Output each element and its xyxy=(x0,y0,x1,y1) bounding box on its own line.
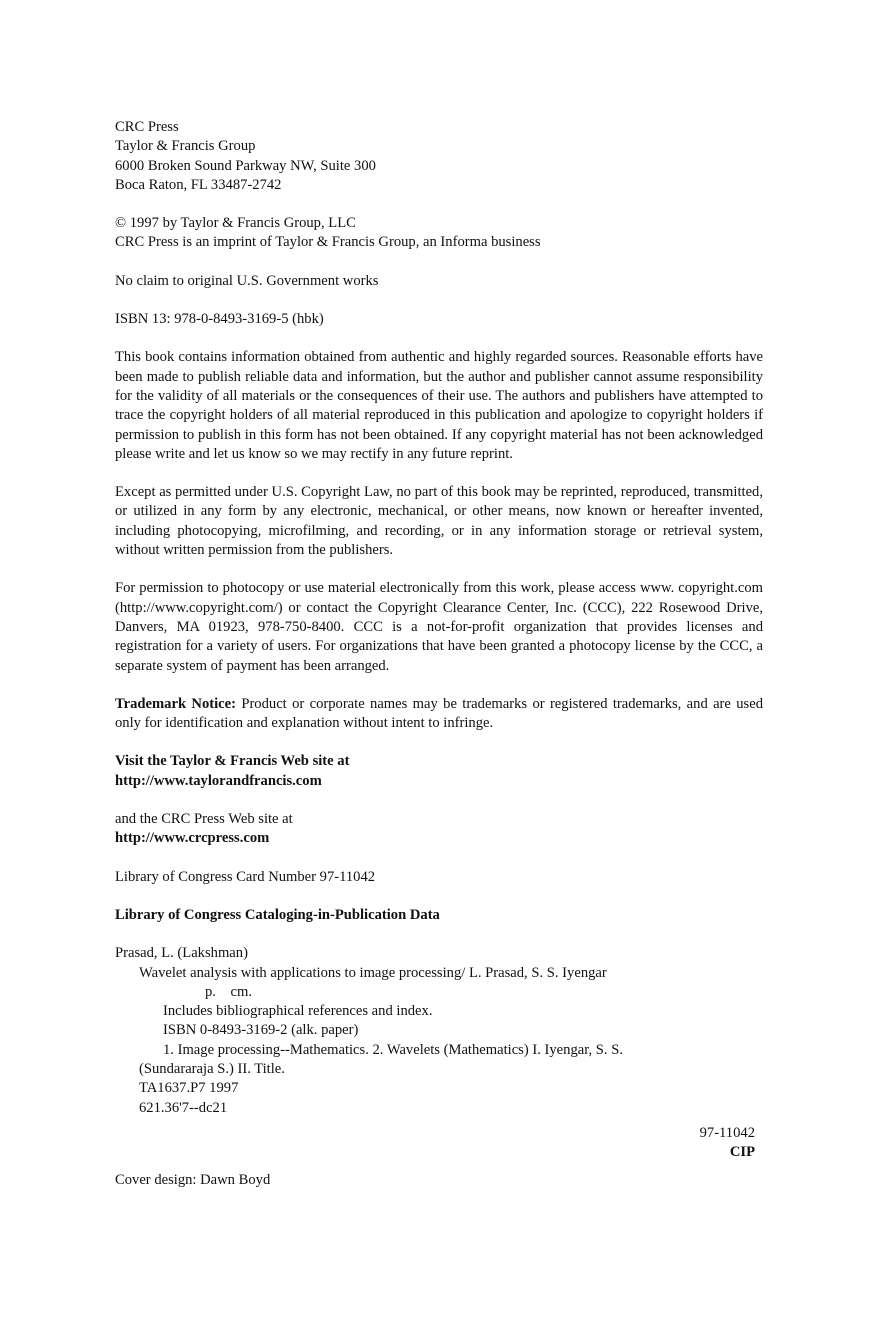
sources-paragraph: This book contains information obtained from authentic and highly regarded sources. Reasonable efforts have been made to publish reliable data and information, but the author and publisher cannot assume responsibility for the validity of all materials or the consequences of their use. The authors and publishers have attempted to trace the copyright holders of all material reproduced in this publication and apologize to copyright holders if permission to publish in this form has not been obtained. If any copyright material has not been acknowledged please write and let us know so we may rectify in any future reprint. xyxy=(115,349,763,462)
trademark-notice xyxy=(115,695,763,734)
copyright-notice xyxy=(115,214,763,253)
cip-heading: Library of Congress Cataloging-in-Publication Data xyxy=(115,906,440,923)
cip-subjects: 1. Image processing--Mathematics. 2. Wavelets (Mathematics) I. Iyengar, S. S. xyxy=(163,1041,623,1058)
cip-includes: Includes bibliographical references and index. xyxy=(163,1003,433,1020)
cip-record xyxy=(115,944,763,1162)
cip-number: 97-11042 xyxy=(699,1124,755,1141)
cip-isbn: ISBN 0-8493-3169-2 (alk. paper) xyxy=(163,1022,359,1039)
publisher-group: Taylor & Francis Group xyxy=(115,138,256,155)
cover-design-credit: Cover design: Dawn Boyd xyxy=(115,1172,271,1189)
publisher-street: 6000 Broken Sound Parkway NW, Suite 300 xyxy=(115,157,376,174)
loc-card-number: Library of Congress Card Number 97-11042 xyxy=(115,868,376,885)
copyright-page xyxy=(115,118,763,1191)
publisher-city: Boca Raton, FL 33487-2742 xyxy=(115,176,282,193)
copyright-line: © 1997 by Taylor & Francis Group, LLC xyxy=(115,215,356,232)
cip-subjects-continued: (Sundararaja S.) II. Title. xyxy=(139,1060,285,1077)
crc-website-label: and the CRC Press Web site at xyxy=(115,811,293,828)
cip-mark: CIP xyxy=(729,1144,755,1161)
cip-lc-class: TA1637.P7 1997 xyxy=(139,1080,239,1097)
cip-title: Wavelet analysis with applications to image processing/ L. Prasad, S. S. Iyengar xyxy=(139,964,607,981)
crc-website xyxy=(115,810,763,849)
tf-website-link[interactable]: http://www.taylorandfrancis.com xyxy=(115,772,322,789)
cip-pages: p. cm. xyxy=(205,983,253,1000)
imprint-line: CRC Press is an imprint of Taylor & Francis Group, an Informa business xyxy=(115,234,541,251)
crc-website-link[interactable]: http://www.crcpress.com xyxy=(115,830,270,847)
cip-dewey: 621.36'7--dc21 xyxy=(139,1099,228,1116)
isbn-13: ISBN 13: 978-0-8493-3169-5 (hbk) xyxy=(115,311,324,328)
no-claim: No claim to original U.S. Government works xyxy=(115,272,379,289)
tf-website-label: Visit the Taylor & Francis Web site at xyxy=(115,753,350,770)
trademark-label: Trademark Notice: xyxy=(115,695,236,712)
tf-website xyxy=(115,752,763,791)
publisher-address xyxy=(115,118,763,195)
publisher-name: CRC Press xyxy=(115,119,179,135)
trademark-text: Product or corporate names may be trademarks or registered trademarks, and are used only for identification and explanation without intent to infringe. xyxy=(115,695,763,732)
permission-paragraph: For permission to photocopy or use material electronically from this work, please access www. copyright.com (http://www.copyright.com/) or contact the Copyright Clearance Center, Inc. (CCC), 222 Rosewood Drive, Danvers, MA 01923, 978-750-8400. CCC is a not-for-profit organization that provides licenses and registration for a variety of users. For organizations that have been granted a photocopy license by the CCC, a separate system of payment has been arranged. xyxy=(115,580,763,674)
cip-author: Prasad, L. (Lakshman) xyxy=(115,945,248,962)
rights-paragraph: Except as permitted under U.S. Copyright Law, no part of this book may be reprinted, reproduced, transmitted, or utilized in any form by any electronic, mechanical, or other means, now known or hereafter invented, including photocopying, microfilming, and recording, or in any information storage or retrieval system, without written permission from the publishers. xyxy=(115,484,763,559)
